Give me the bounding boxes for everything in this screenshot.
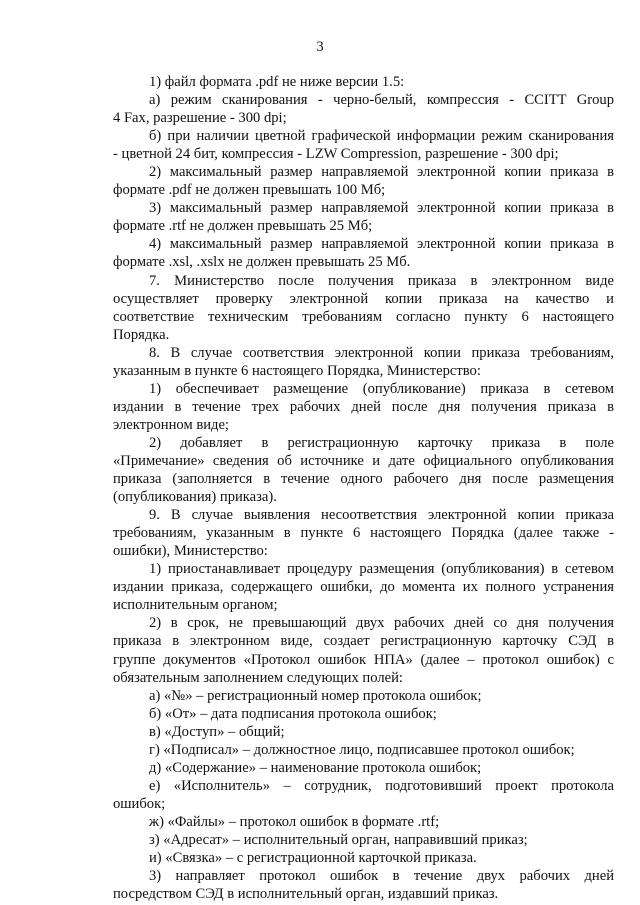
text-line: 7. Министерство после получения приказа в электронном виде xyxy=(149,272,614,289)
text-line: приказа в электронном виде, создает регистрационную карточку СЭД в xyxy=(113,633,614,650)
text-line: издании приказа, содержащего ошибки, до момента их полного устранения xyxy=(113,579,614,596)
text-line: ошибок; xyxy=(113,795,166,812)
text-line: в) «Доступ» – общий; xyxy=(149,723,285,740)
page-number: 3 xyxy=(316,39,324,55)
text-line: 3) направляет протокол ошибок в течение двух рабочих дней xyxy=(149,868,614,885)
text-line: формате .rtf не должен превышать 25 Мб; xyxy=(113,218,373,235)
text-line: требованиям, указанным в пункте 6 настоящего Порядка (далее также - xyxy=(113,525,614,542)
text-line: 2) в срок, не превышающий двух рабочих дней со дня получения xyxy=(149,615,614,632)
document-body xyxy=(113,73,614,903)
text-line: 2) добавляет в регистрационную карточку приказа в поле xyxy=(149,434,614,451)
text-line: а) «№» – регистрационный номер протокола ошибок; xyxy=(149,687,482,704)
text-line: 1) приостанавливает процедуру размещения (опубликования) в сетевом xyxy=(149,561,614,578)
text-line: посредством СЭД в исполнительный орган, издавший приказ. xyxy=(113,886,499,903)
text-line: а) режим сканирования - черно-белый, компрессия - CCITT Group xyxy=(149,92,614,109)
text-line: з) «Адресат» – исполнительный орган, направивший приказ; xyxy=(149,831,528,848)
text-line: 4 Fax, разрешение - 300 dpi; xyxy=(113,110,287,127)
text-line: ж) «Файлы» – протокол ошибок в формате .rtf; xyxy=(149,813,440,830)
text-line: 9. В случае выявления несоответствия электронной копии приказа xyxy=(149,507,614,524)
text-line: и) «Связка» – с регистрационной карточкой приказа. xyxy=(149,850,477,867)
text-line: исполнительным органом; xyxy=(113,597,278,614)
text-line: г) «Подписал» – должностное лицо, подписавшее протокол ошибок; xyxy=(149,741,575,758)
text-line: формате .xsl, .xslx не должен превышать 25 Мб. xyxy=(113,254,411,271)
text-line: группе документов «Протокол ошибок НПА» (далее – протокол ошибок) с xyxy=(113,651,614,668)
text-line: б) при наличии цветной графической информации режим сканирования xyxy=(149,128,614,145)
text-line: - цветной 24 бит, компрессия - LZW Compression, разрешение - 300 dpi; xyxy=(113,146,559,163)
text-line: формате .pdf не должен превышать 100 Мб; xyxy=(113,182,386,199)
text-line: Порядка. xyxy=(113,326,170,343)
text-line: 3) максимальный размер направляемой электронной копии приказа в xyxy=(149,200,614,217)
text-line: соответствие техническим требованиям согласно пункту 6 настоящего xyxy=(113,308,614,325)
text-line: 1) обеспечивает размещение (опубликование) приказа в сетевом xyxy=(149,380,614,397)
text-line: (опубликования) приказа). xyxy=(113,489,277,506)
text-line: издании в течение трех рабочих дней после дня получения приказа в xyxy=(113,398,614,415)
text-line: обязательным заполнением следующих полей: xyxy=(113,669,403,686)
text-line: указанным в пункте 6 настоящего Порядка, Министерство: xyxy=(113,362,481,379)
text-line: 4) максимальный размер направляемой электронной копии приказа в xyxy=(149,236,614,253)
text-line: 8. В случае соответствия электронной копии приказа требованиям, xyxy=(149,344,614,361)
text-line: приказа (заполняется в течение одного рабочего дня после размещения xyxy=(113,471,614,488)
text-line: «Примечание» сведения об источнике и дате официального опубликования xyxy=(113,452,614,469)
text-line: д) «Содержание» – наименование протокола ошибок; xyxy=(149,759,482,776)
text-line: б) «От» – дата подписания протокола ошибок; xyxy=(149,705,437,722)
text-line: ошибки), Министерство: xyxy=(113,543,268,560)
text-line: 1) файл формата .pdf не ниже версии 1.5: xyxy=(149,74,405,90)
text-line: е) «Исполнитель» – сотрудник, подготовивший проект протокола xyxy=(149,777,614,794)
text-line: 2) максимальный размер направляемой электронной копии приказа в xyxy=(149,164,614,181)
text-line: осуществляет проверку электронной копии приказа на качество и xyxy=(113,290,614,307)
text-line: электронном виде; xyxy=(113,416,229,433)
